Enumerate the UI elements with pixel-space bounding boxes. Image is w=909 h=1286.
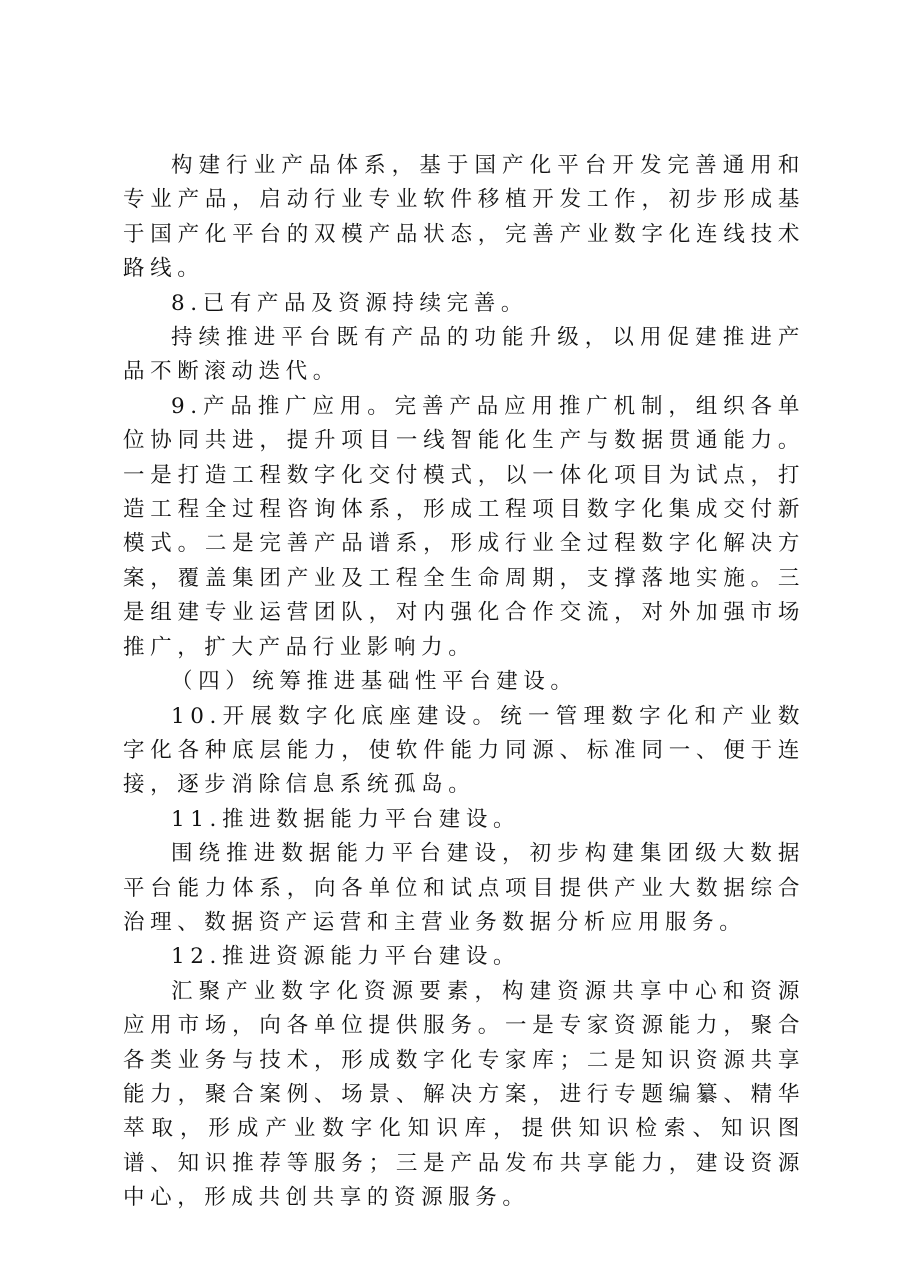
paragraph-product-system: 构建行业产品体系，基于国产化平台开发完善通用和专业产品，启动行业专业软件移植开发工作，初步形成基于国产化平台的双模产品状态，完善产业数字化连线技术路线。 bbox=[123, 153, 805, 282]
heading-item-8: 8.已有产品及资源持续完善。 bbox=[171, 290, 528, 316]
heading-item-11: 11.推进数据能力平台建设。 bbox=[171, 806, 521, 832]
paragraph-item-8: 持续推进平台既有产品的功能升级，以用促建推进产品不断滚动迭代。 bbox=[123, 325, 805, 385]
paragraph-item-11: 围绕推进数据能力平台建设，初步构建集团级大数据平台能力体系，向各单位和试点项目提供产业大数据综合治理、数据资产运营和主营业务数据分析应用服务。 bbox=[123, 841, 805, 935]
section-heading-4: （四）统筹推进基础性平台建设。 bbox=[171, 669, 578, 695]
document-body bbox=[123, 149, 805, 1216]
paragraph-item-9: 9.产品推广应用。完善产品应用推广机制，组织各单位协同共进，提升项目一线智能化生产与数据贯通能力。一是打造工程数字化交付模式，以一体化项目为试点，打造工程全过程咨询体系，形成工程项目数字化集成交付新模式。二是完善产品谱系，形成行业全过程数字化解决方案，覆盖集团产业及工程全生命周期，支撑落地实施。三是组建专业运营团队，对内强化合作交流，对外加强市场推广，扩大产品行业影响力。 bbox=[123, 393, 805, 660]
paragraph-item-10: 10.开展数字化底座建设。统一管理数字化和产业数字化各种底层能力，使软件能力同源、标准同一、便于连接，逐步消除信息系统孤岛。 bbox=[123, 703, 805, 798]
heading-item-12: 12.推进资源能力平台建设。 bbox=[171, 944, 521, 970]
paragraph-item-12: 汇聚产业数字化资源要素，构建资源共享中心和资源应用市场，向各单位提供服务。一是专家资源能力，聚合各类业务与技术，形成数字化专家库；二是知识资源共享能力，聚合案例、场景、解决方案，进行专题编纂、精华萃取，形成产业数字化知识库，提供知识检索、知识图谱、知识推荐等服务；三是产品发布共享能力，建设资源中心，形成共创共享的资源服务。 bbox=[123, 978, 805, 1211]
